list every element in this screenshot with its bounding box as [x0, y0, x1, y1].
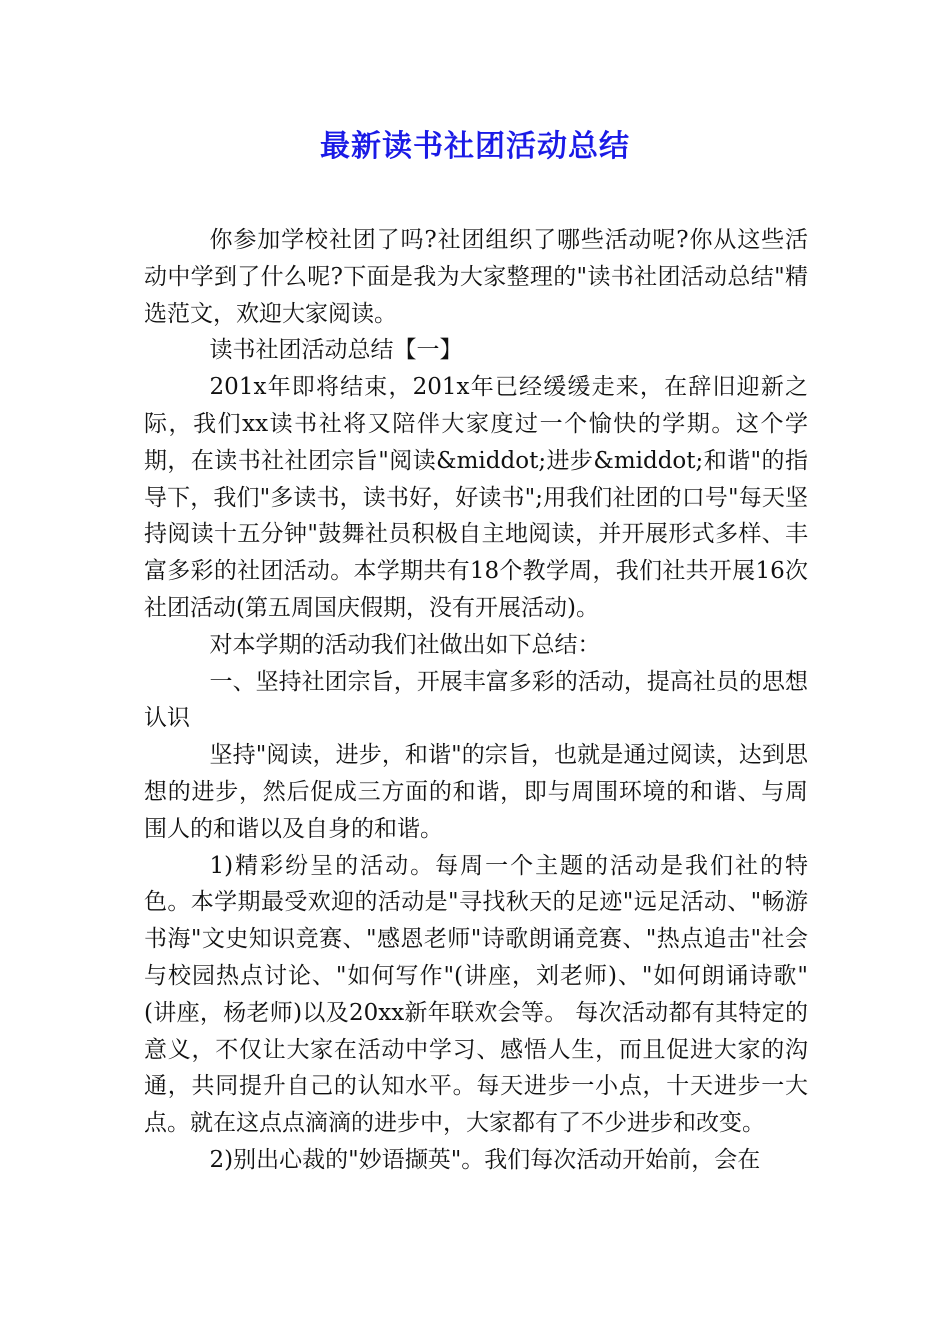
paragraph-activities: 1)精彩纷呈的活动。每周一个主题的活动是我们社的特色。本学期最受欢迎的活动是"寻找秋天的足迹"远足活动、"畅游书海"文史知识竞赛、"感恩老师"诗歌朗诵竞赛、"热点追击"社会与校园热点讨论、"如何写作"(讲座，刘老师)、"如何朗诵诗歌"(讲座，杨老师)以及20xx新年联欢会等。 每次活动都有其特定的意义，不仅让大家在活动中学习、感悟人生，而且促进大家的沟通，共同提升自己的认知水平。每天进步一小点，十天进步一大点。就在这点点滴滴的进步中，大家都有了不少进步和改变。: [144, 852, 808, 1137]
section-heading-one: 读书社团活动总结【一】: [209, 337, 463, 364]
paragraph-intro: 你参加学校社团了吗?社团组织了哪些活动呢?你从这些活动中学到了什么呢?下面是我为大家整理的"读书社团活动总结"精选范文，欢迎大家阅读。: [144, 227, 808, 327]
paragraph-overview: 201x年即将结束，201x年已经缓缓走来，在辞旧迎新之际，我们xx读书社将又陪伴大家度过一个愉快的学期。这个学期，在读书社社团宗旨"阅读&middot;进步&middot;和谐"的指导下，我们"多读书，读书好，好读书";用我们社团的口号"每天坚持阅读十五分钟"鼓舞社员积极自主地阅读，并开展形式多样、丰富多彩的社团活动。本学期共有18个教学周，我们社共开展16次社团活动(第五周国庆假期，没有开展活动)。: [144, 374, 808, 621]
document-title: 最新读书社团活动总结: [320, 129, 630, 164]
paragraph-principle: 坚持"阅读，进步，和谐"的宗旨，也就是通过阅读，达到思想的进步，然后促成三方面的和谐，即与周围环境的和谐、与周围人的和谐以及自身的和谐。: [144, 742, 808, 842]
paragraph-quotes: 2)别出心裁的"妙语撷英"。我们每次活动开始前，会在: [209, 1146, 761, 1173]
paragraph-summary-lead: 对本学期的活动我们社做出如下总结：: [209, 631, 601, 658]
document-body: [144, 222, 808, 1179]
subheading-one: 一、坚持社团宗旨，开展丰富多彩的活动，提高社员的思想认识: [144, 668, 808, 732]
